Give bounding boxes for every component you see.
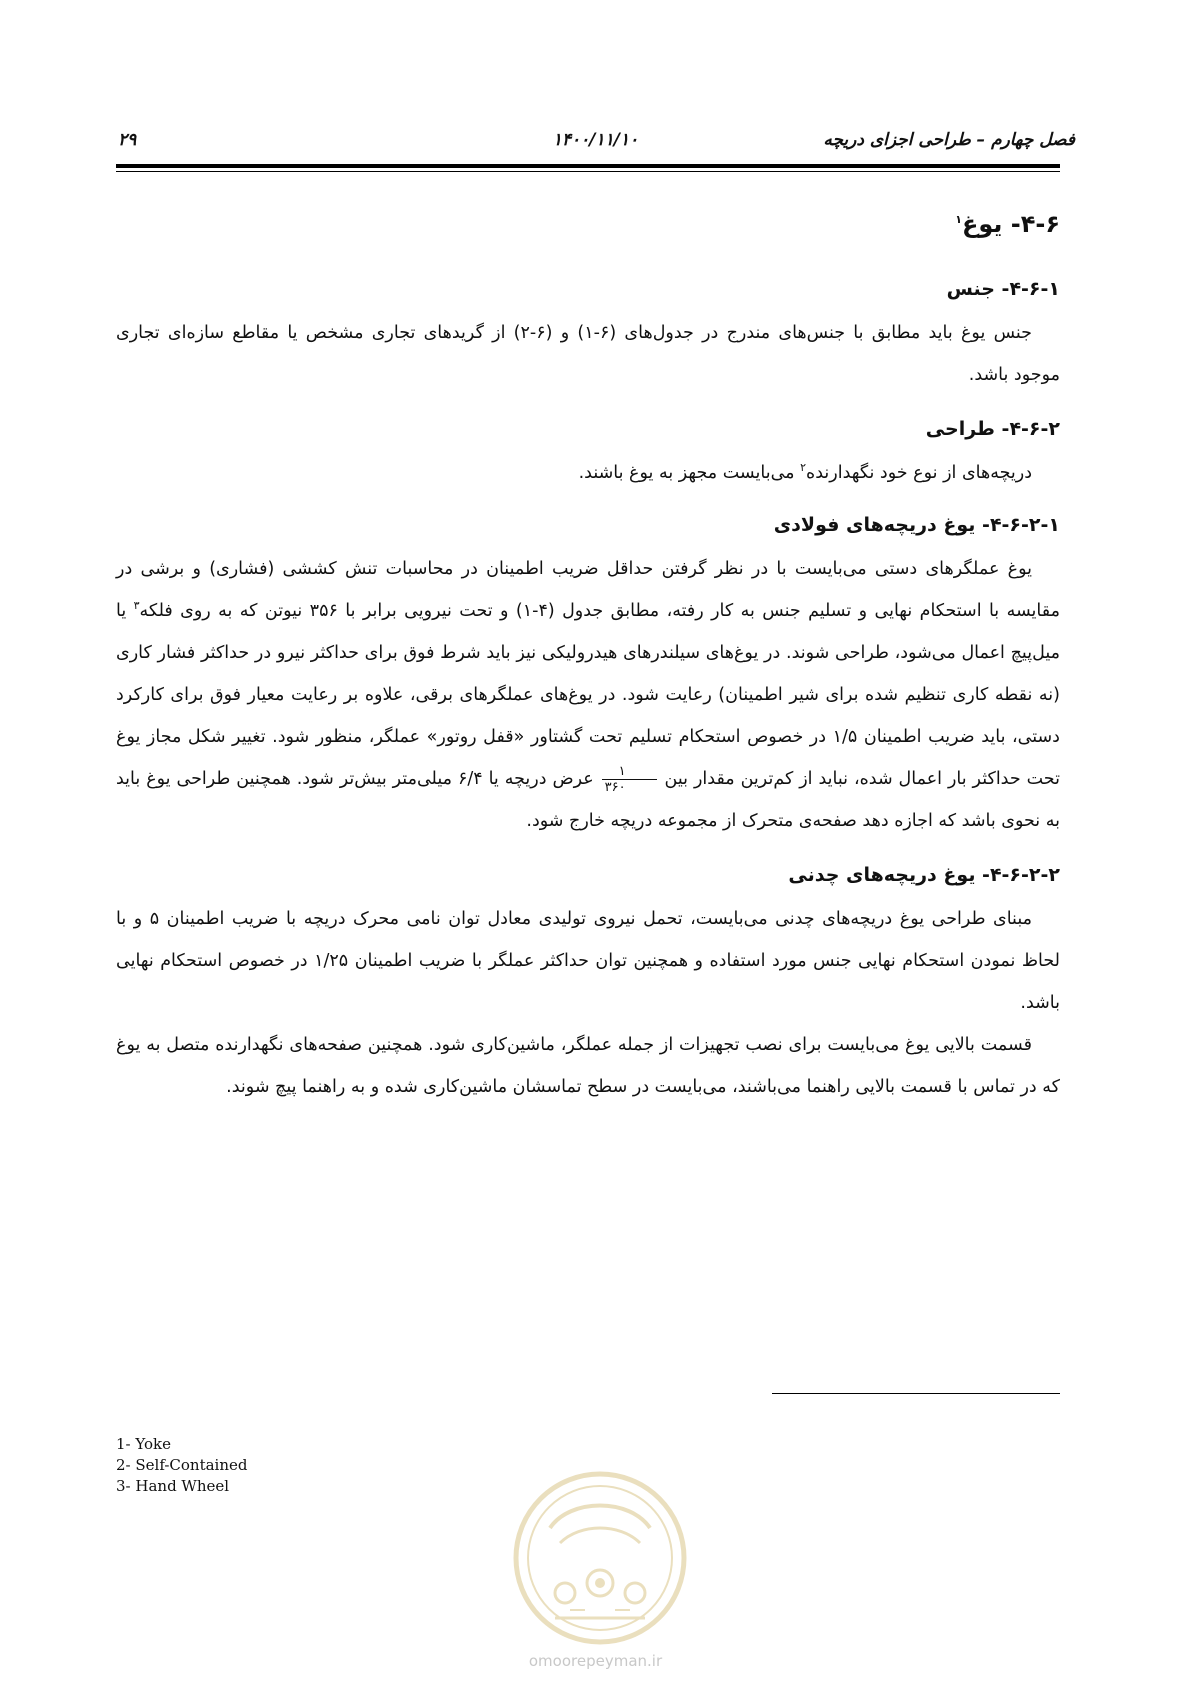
paragraph-design	[116, 452, 1060, 494]
section-heading-text: ۴-۶- یوغ	[961, 210, 1060, 238]
subheading-material: ۴-۶-۱- جنس	[946, 278, 1060, 300]
subheading-cast-yoke: ۴-۶-۲-۲- یوغ دریچه‌های چدنی	[788, 864, 1060, 886]
running-header-chapter: فصل چهارم – طراحی اجزای دریچه	[823, 130, 1075, 150]
footnote-2: 2- Self-Contained	[116, 1456, 248, 1474]
fraction-1-360	[602, 764, 657, 795]
footnote-1: 1- Yoke	[116, 1435, 171, 1453]
design-text-end: می‌بایست مجهز به یوغ باشند.	[578, 463, 801, 483]
footnote-ref-1: ۱	[955, 213, 962, 226]
paragraph-material: جنس یوغ باید مطابق با جنس‌های مندرج در جدول‌های (۶-۱) و (۶-۲) از گریدهای تجاری مشخص یا مقاطع سازه‌ای تجاری موجود باشد.	[116, 323, 1060, 385]
footnote-ref-2: ۲	[800, 461, 807, 475]
footnote-3: 3- Hand Wheel	[116, 1477, 230, 1495]
steel-text-b: یا میل‌پیچ اعمال می‌شود، طراحی شوند. در یوغ‌های سیلندرهای هیدرولیکی نیز باید شرط فوق برای حداکثر نیرو در حداکثر فشار کاری (نه نقطه کاری تنظیم شده برای شیر اطمینان) رعایت شود. در یوغ‌های عملگرهای برقی، علاوه بر رعایت معیار فوق برای کارکرد دستی، باید ضریب اطمینان ۱/۵ در خصوص استحکام تسلیم تحت گشتاور «قفل روتور» عملگر، منظور شود. تغییر شکل مجاز یوغ تحت حداکثر بار اعمال شده، نباید از کم‌ترین مقدار بین	[116, 601, 1060, 789]
footnote-separator	[772, 1393, 1060, 1394]
fraction-denominator: ۳۶۰	[604, 779, 626, 795]
section-heading-yoke	[116, 210, 1060, 238]
header-rule-thick	[116, 164, 1060, 168]
paragraph-cast-yoke-2: قسمت بالایی یوغ می‌بایست برای نصب تجهیزات از جمله عملگر، ماشین‌کاری شود. همچنین صفحه‌های نگهدارنده متصل به یوغ که در تماس با قسمت بالایی راهنما می‌باشند، می‌بایست در سطح تماسشان ماشین‌کاری شده و به راهنما پیچ شوند.	[116, 1035, 1060, 1097]
subheading-steel-yoke: ۴-۶-۲-۱- یوغ دریچه‌های فولادی	[773, 514, 1060, 536]
footnotes	[116, 1434, 248, 1497]
page-body	[116, 210, 1060, 1108]
running-header-date: ۱۴۰۰/۱۱/۱۰	[552, 130, 639, 150]
page-number: ۲۹	[118, 130, 137, 150]
design-text-start: دریچه‌های از نوع خود نگهدارنده	[806, 463, 1032, 483]
steel-text-a: یوغ عملگرهای دستی می‌بایست با در نظر گرفتن حداقل ضریب اطمینان در محاسبات تنش کششی (فشاری) و برشی در مقایسه با استحکام نهایی و تسلیم جنس به کار رفته، مطابق جدول (۴-۱) و تحت نیرویی برابر با ۳۵۶ نیوتن که به روی فلکه	[116, 559, 1060, 621]
watermark-logo-icon	[510, 1468, 690, 1648]
footnote-ref-3: ۳	[133, 599, 140, 613]
watermark-url: omoorepeyman.ir	[528, 1652, 663, 1670]
paragraph-steel-yoke	[116, 548, 1060, 842]
paragraph-cast-yoke-1: مبنای طراحی یوغ دریچه‌های چدنی می‌بایست، تحمل نیروی تولیدی معادل توان نامی محرک دریچه با ضریب اطمینان ۵ و با لحاظ نمودن استحکام نهایی جنس مورد استفاده و همچنین توان حداکثر عملگر با ضریب اطمینان ۱/۲۵ در خصوص استحکام نهایی باشد.	[116, 909, 1060, 1013]
subheading-design: ۴-۶-۲- طراحی	[925, 418, 1060, 440]
header-rule-thin	[116, 171, 1060, 172]
fraction-numerator: ۱	[602, 764, 657, 780]
steel-text-c: عرض دریچه یا ۶/۴ میلی‌متر بیش‌تر شود. همچنین طراحی یوغ باید به نحوی باشد که اجازه دهد صفحه‌ی متحرک از مجموعه دریچه خارج شود.	[116, 769, 1060, 831]
